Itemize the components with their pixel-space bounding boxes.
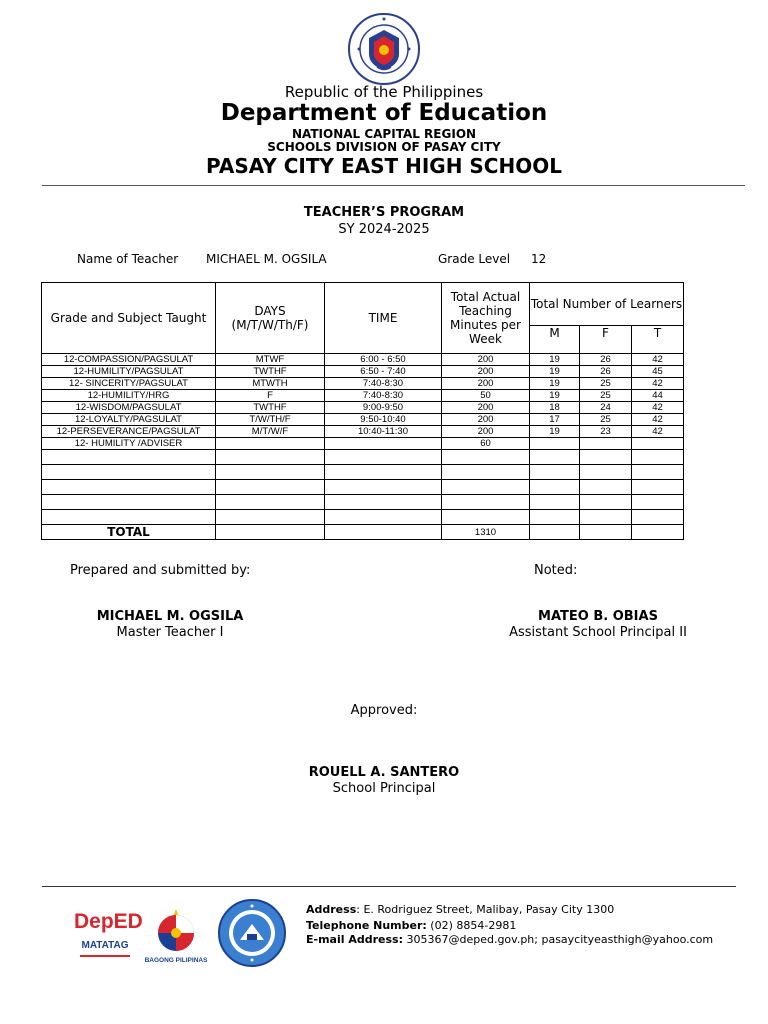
row-male: 19 xyxy=(530,390,580,402)
row-time: 6:50 - 7:40 xyxy=(325,366,442,378)
address-line xyxy=(306,903,614,916)
email-label: E-mail Address: xyxy=(306,933,403,946)
noter-name: MATEO B. OBIAS xyxy=(538,609,658,624)
table-row xyxy=(42,390,684,402)
row-male: 19 xyxy=(530,426,580,438)
table-row xyxy=(42,414,684,426)
grade-level-label: Grade Level xyxy=(438,252,511,266)
empty-row xyxy=(42,480,684,495)
table-row xyxy=(42,354,684,366)
bagong-pilipinas-logo xyxy=(144,905,208,965)
row-subject: 12-COMPASSION/PAGSULAT xyxy=(42,354,216,366)
header-minutes: Total Actual Teaching Minutes per Week xyxy=(442,283,530,354)
row-female xyxy=(580,438,632,450)
approved-label: Approved: xyxy=(350,703,418,718)
row-minutes: 50 xyxy=(442,390,530,402)
phone-label: Telephone Number: xyxy=(306,919,427,932)
row-female: 25 xyxy=(580,378,632,390)
email-value: 305367@deped.gov.ph; pasaycityeasthigh@yahoo.com xyxy=(402,933,714,946)
teacher-name-label: Name of Teacher xyxy=(77,252,179,266)
program-table xyxy=(41,282,684,540)
row-male: 18 xyxy=(530,402,580,414)
school-year: SY 2024-2025 xyxy=(338,222,430,237)
row-total: 42 xyxy=(632,426,684,438)
empty-row xyxy=(42,495,684,510)
teacher-name-value: MICHAEL M. OGSILA xyxy=(206,252,327,266)
row-minutes: 200 xyxy=(442,414,530,426)
header-subject: Grade and Subject Taught xyxy=(42,283,216,354)
row-total: 42 xyxy=(632,354,684,366)
email-line xyxy=(306,933,713,946)
row-subject: 12-HUMILITY/PAGSULAT xyxy=(42,366,216,378)
header-days: DAYS (M/T/W/Th/F) xyxy=(216,283,325,354)
row-male xyxy=(530,438,580,450)
row-male: 17 xyxy=(530,414,580,426)
prepared-label: Prepared and submitted by: xyxy=(70,563,251,578)
matatag-underline xyxy=(80,955,130,957)
republic-line: Republic of the Philippines xyxy=(284,83,484,101)
table-row xyxy=(42,378,684,390)
division-line: SCHOOLS DIVISION OF PASAY CITY xyxy=(267,140,501,154)
row-days: M/T/W/F xyxy=(216,426,325,438)
row-days: TWTHF xyxy=(216,366,325,378)
row-total xyxy=(632,438,684,450)
row-female: 25 xyxy=(580,390,632,402)
phone-line xyxy=(306,919,516,932)
address-value: : E. Rodriguez Street, Malibay, Pasay City 1300 xyxy=(356,903,615,916)
row-male: 19 xyxy=(530,366,580,378)
row-time: 9:00-9:50 xyxy=(325,402,442,414)
row-subject: 12-PERSEVERANCE/PAGSULAT xyxy=(42,426,216,438)
row-minutes: 60 xyxy=(442,438,530,450)
table-row xyxy=(42,438,684,450)
preparer-title: Master Teacher I xyxy=(116,625,224,640)
row-days: MTWF xyxy=(216,354,325,366)
row-female: 26 xyxy=(580,354,632,366)
row-time: 6:00 - 6:50 xyxy=(325,354,442,366)
row-days: T/W/TH/F xyxy=(216,414,325,426)
header-learners: Total Number of Learners xyxy=(530,283,684,326)
deped-matatag-logo xyxy=(74,905,143,963)
row-total: 42 xyxy=(632,402,684,414)
row-days: MTWTH xyxy=(216,378,325,390)
row-total: 44 xyxy=(632,390,684,402)
header-female: F xyxy=(580,326,632,354)
row-time: 7:40-8:30 xyxy=(325,378,442,390)
grade-level-value: 12 xyxy=(531,252,547,266)
address-label: Address xyxy=(306,903,357,916)
row-subject: 12-HUMILITY/HRG xyxy=(42,390,216,402)
phone-value: (02) 8854-2981 xyxy=(426,919,517,932)
row-minutes: 200 xyxy=(442,378,530,390)
matatag-text: MATATAG xyxy=(81,940,129,951)
total-minutes: 1310 xyxy=(442,525,530,540)
deped-logo-text: DepED xyxy=(74,910,143,933)
row-subject: 12-WISDOM/PAGSULAT xyxy=(42,402,216,414)
header-time: TIME xyxy=(325,283,442,354)
header-divider xyxy=(42,185,745,186)
empty-row xyxy=(42,450,684,465)
row-total: 45 xyxy=(632,366,684,378)
approver-title: School Principal xyxy=(332,781,436,796)
header-male: M xyxy=(530,326,580,354)
row-minutes: 200 xyxy=(442,354,530,366)
row-days: F xyxy=(216,390,325,402)
row-subject: 12-LOYALTY/PAGSULAT xyxy=(42,414,216,426)
region-line: NATIONAL CAPITAL REGION xyxy=(291,127,477,141)
bagong-pilipinas-emblem xyxy=(144,905,208,953)
row-female: 24 xyxy=(580,402,632,414)
row-days: TWTHF xyxy=(216,402,325,414)
empty-row xyxy=(42,510,684,525)
row-subject: 12- HUMILITY /ADVISER xyxy=(42,438,216,450)
total-label: TOTAL xyxy=(42,525,216,540)
footer-divider xyxy=(42,886,736,887)
bagong-pilipinas-text: BAGONG PILIPINAS xyxy=(144,957,208,964)
school-name: PASAY CITY EAST HIGH SCHOOL xyxy=(206,154,562,178)
row-female: 25 xyxy=(580,414,632,426)
approver-name: ROUELL A. SANTERO xyxy=(308,765,460,780)
row-total: 42 xyxy=(632,378,684,390)
row-total: 42 xyxy=(632,414,684,426)
total-row xyxy=(42,525,684,540)
row-male: 19 xyxy=(530,378,580,390)
table-row xyxy=(42,402,684,414)
noter-title: Assistant School Principal II xyxy=(509,625,687,640)
row-subject: 12- SINCERITY/PAGSULAT xyxy=(42,378,216,390)
table-row xyxy=(42,366,684,378)
row-female: 26 xyxy=(580,366,632,378)
noted-label: Noted: xyxy=(534,563,578,578)
row-time: 10:40-11:30 xyxy=(325,426,442,438)
preparer-name: MICHAEL M. OGSILA xyxy=(96,609,244,624)
row-minutes: 200 xyxy=(442,426,530,438)
row-minutes: 200 xyxy=(442,402,530,414)
deped-seal-logo xyxy=(347,12,421,86)
row-male: 19 xyxy=(530,354,580,366)
row-time: 9:50-10:40 xyxy=(325,414,442,426)
header-total: T xyxy=(632,326,684,354)
row-time xyxy=(325,438,442,450)
row-female: 23 xyxy=(580,426,632,438)
row-time: 7:40-8:30 xyxy=(325,390,442,402)
table-row xyxy=(42,426,684,438)
school-seal-logo xyxy=(217,898,287,968)
program-title: TEACHER’S PROGRAM xyxy=(303,205,465,220)
department-title: Department of Education xyxy=(220,100,548,126)
row-minutes: 200 xyxy=(442,366,530,378)
row-days xyxy=(216,438,325,450)
empty-row xyxy=(42,465,684,480)
